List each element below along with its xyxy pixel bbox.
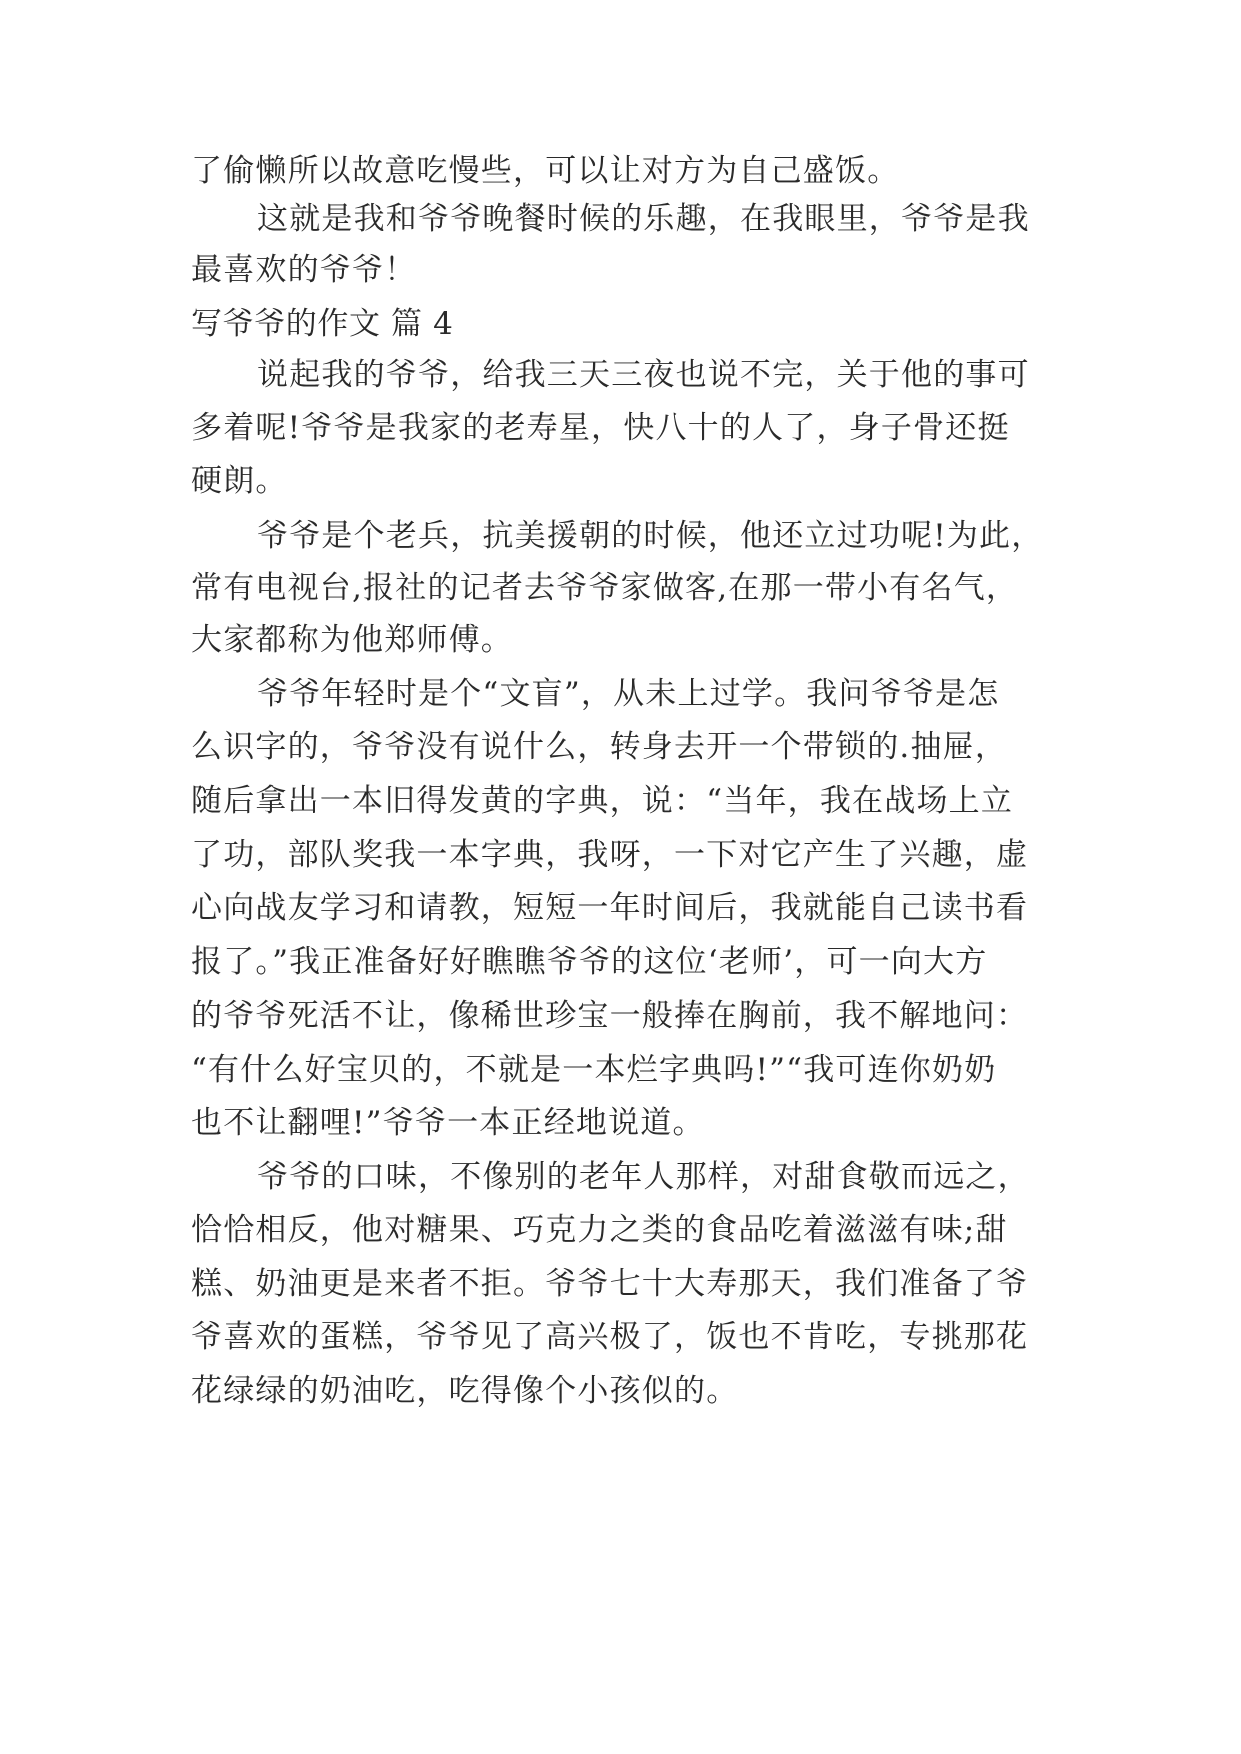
paragraph-line: 说起我的爷爷，给我三天三夜也说不完，关于他的事可 bbox=[257, 357, 1030, 393]
paragraph-line: 随后拿出一本旧得发黄的字典，说：“当年，我在战场上立 bbox=[191, 783, 1014, 819]
paragraph-line: 常有电视台,报社的记者去爷爷家做客,在那一带小有名气， bbox=[191, 570, 1019, 606]
paragraph-line: 多着呢!爷爷是我家的老寿星，快八十的人了，身子骨还挺 bbox=[191, 410, 1010, 446]
paragraph-line: 恰恰相反，他对糖果、巧克力之类的食品吃着滋滋有味;甜 bbox=[191, 1212, 1008, 1248]
paragraph-line: 的爷爷死活不让，像稀世珍宝一般捧在胸前，我不解地问： bbox=[191, 998, 1029, 1034]
paragraph-line: 了偷懒所以故意吃慢些，可以让对方为自己盛饭。 bbox=[191, 153, 900, 189]
paragraph-line: 了功，部队奖我一本字典，我呀，一下对它产生了兴趣，虚 bbox=[191, 837, 1029, 873]
paragraph-line: 也不让翻哩!”爷爷一本正经地说道。 bbox=[191, 1105, 705, 1141]
paragraph-line: 硬朗。 bbox=[191, 463, 288, 499]
paragraph-line: 爷爷是个老兵，抗美援朝的时候，他还立过功呢!为此， bbox=[257, 518, 1044, 554]
paragraph-line: 么识字的，爷爷没有说什么，转身去开一个带锁的.抽屉， bbox=[191, 729, 1008, 765]
paragraph-line: 这就是我和爷爷晚餐时候的乐趣，在我眼里，爷爷是我 bbox=[257, 201, 1030, 237]
paragraph-line: 心向战友学习和请教，短短一年时间后，我就能自己读书看 bbox=[191, 890, 1029, 926]
paragraph-line: 爷爷的口味，不像别的老年人那样，对甜食敬而远之， bbox=[257, 1159, 1030, 1195]
paragraph-line: 大家都称为他郑师傅。 bbox=[191, 622, 513, 658]
section-heading: 写爷爷的作文 篇 4 bbox=[191, 306, 454, 342]
paragraph-line: 糕、奶油更是来者不拒。爷爷七十大寿那天，我们准备了爷 bbox=[191, 1266, 1029, 1302]
paragraph-line: 报了。”我正准备好好瞧瞧爷爷的这位‘老师’，可一向大方 bbox=[191, 944, 988, 980]
paragraph-line: 最喜欢的爷爷！ bbox=[191, 252, 417, 288]
paragraph-line: 花绿绿的奶油吃，吃得像个小孩似的。 bbox=[191, 1373, 739, 1409]
paragraph-line: 爷喜欢的蛋糕，爷爷见了高兴极了，饭也不肯吃，专挑那花 bbox=[191, 1319, 1029, 1355]
paragraph-line: “有什么好宝贝的，不就是一本烂字典吗!”“我可连你奶奶 bbox=[191, 1052, 997, 1088]
paragraph-line: 爷爷年轻时是个“文盲”，从未上过学。我问爷爷是怎 bbox=[257, 676, 1000, 712]
